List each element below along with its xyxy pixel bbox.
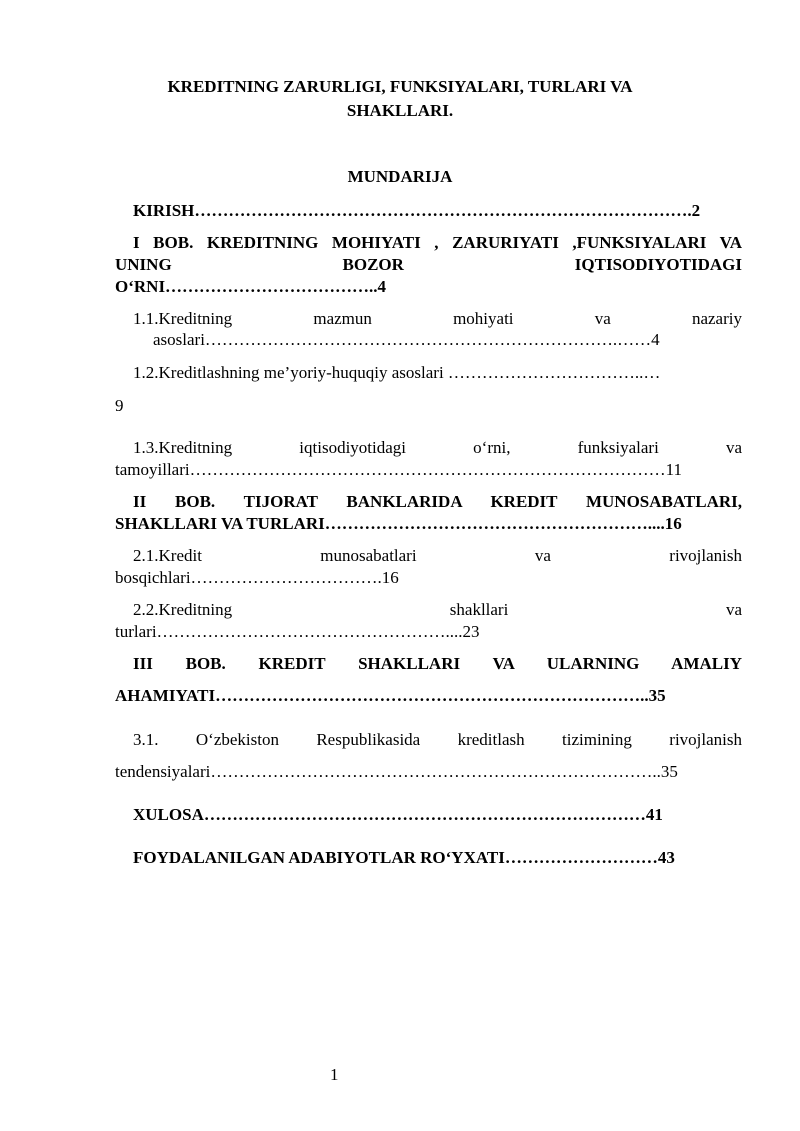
toc-entry-bob3-line-2: AHAMIYATI…………………………………………………………………..35: [115, 686, 666, 705]
toc-entry-1-1-line-1: 1.1.Kreditning mazmun mohiyati va nazariy: [133, 309, 742, 328]
toc-entry-bob1-line-3: O‘RNI………………………………..4: [115, 277, 387, 296]
toc-heading: MUNDARIJA: [347, 167, 453, 186]
toc-entry-bob1-line-2: UNING BOZOR IQTISODIYOTIDAGI: [115, 255, 742, 274]
toc-entry-kirish: KIRISH…………………………………………………………………………….2: [133, 201, 701, 220]
toc-entry-1-3-line-1: 1.3.Kreditning iqtisodiyotidagi o‘rni, funksiyalari va: [133, 438, 742, 457]
toc-entry-1-2-line-2: 9: [115, 396, 124, 415]
toc-entry-2-1-line-2: bosqichlari…………………………….16: [115, 568, 399, 587]
toc-entry-bob2-line-1: II BOB. TIJORAT BANKLARIDA KREDIT MUNOSABATLARI,: [133, 492, 742, 511]
toc-entry-1-1-line-2: asoslari……………………………………………………………….……4: [153, 330, 660, 349]
document-title-line-1: KREDITNING ZARURLIGI, FUNKSIYALARI, TURLARI VA: [167, 77, 633, 96]
toc-entry-2-2-line-1: 2.2.Kreditning shakllari va: [133, 600, 742, 619]
toc-entry-bob1-line-1: I BOB. KREDITNING MOHIYATI , ZARURIYATI ,FUNKSIYALARI VA: [133, 233, 742, 252]
toc-entry-bob3-line-1: III BOB. KREDIT SHAKLLARI VA ULARNING AMALIY: [133, 654, 742, 673]
page-number: 1: [330, 1065, 339, 1084]
toc-entry-2-2-line-2: turlari……………………………………………....23: [115, 622, 480, 641]
toc-entry-1-2-line-1: 1.2.Kreditlashning me’yoriy-huquqiy asoslari ……………………………..…: [133, 363, 661, 382]
toc-entry-xulosa: XULOSA……………………………………………………………………41: [133, 805, 663, 824]
toc-entry-3-1-line-2: tendensiyalari……………………………………………………………………..35: [115, 762, 678, 781]
document-title-line-2: SHAKLLARI.: [346, 101, 454, 120]
toc-entry-adabiyotlar: FOYDALANILGAN ADABIYOTLAR RO‘YXATI………………………43: [133, 848, 675, 867]
toc-entry-1-3-line-2: tamoyillari…………………………………………………………………………11: [115, 460, 682, 479]
toc-entry-2-1-line-1: 2.1.Kredit munosabatlari va rivojlanish: [133, 546, 742, 565]
toc-entry-3-1-line-1: 3.1. O‘zbekiston Respublikasida kreditlash tizimining rivojlanish: [133, 730, 742, 749]
toc-entry-bob2-line-2: SHAKLLARI VA TURLARI…………………………………………………....16: [115, 514, 682, 533]
